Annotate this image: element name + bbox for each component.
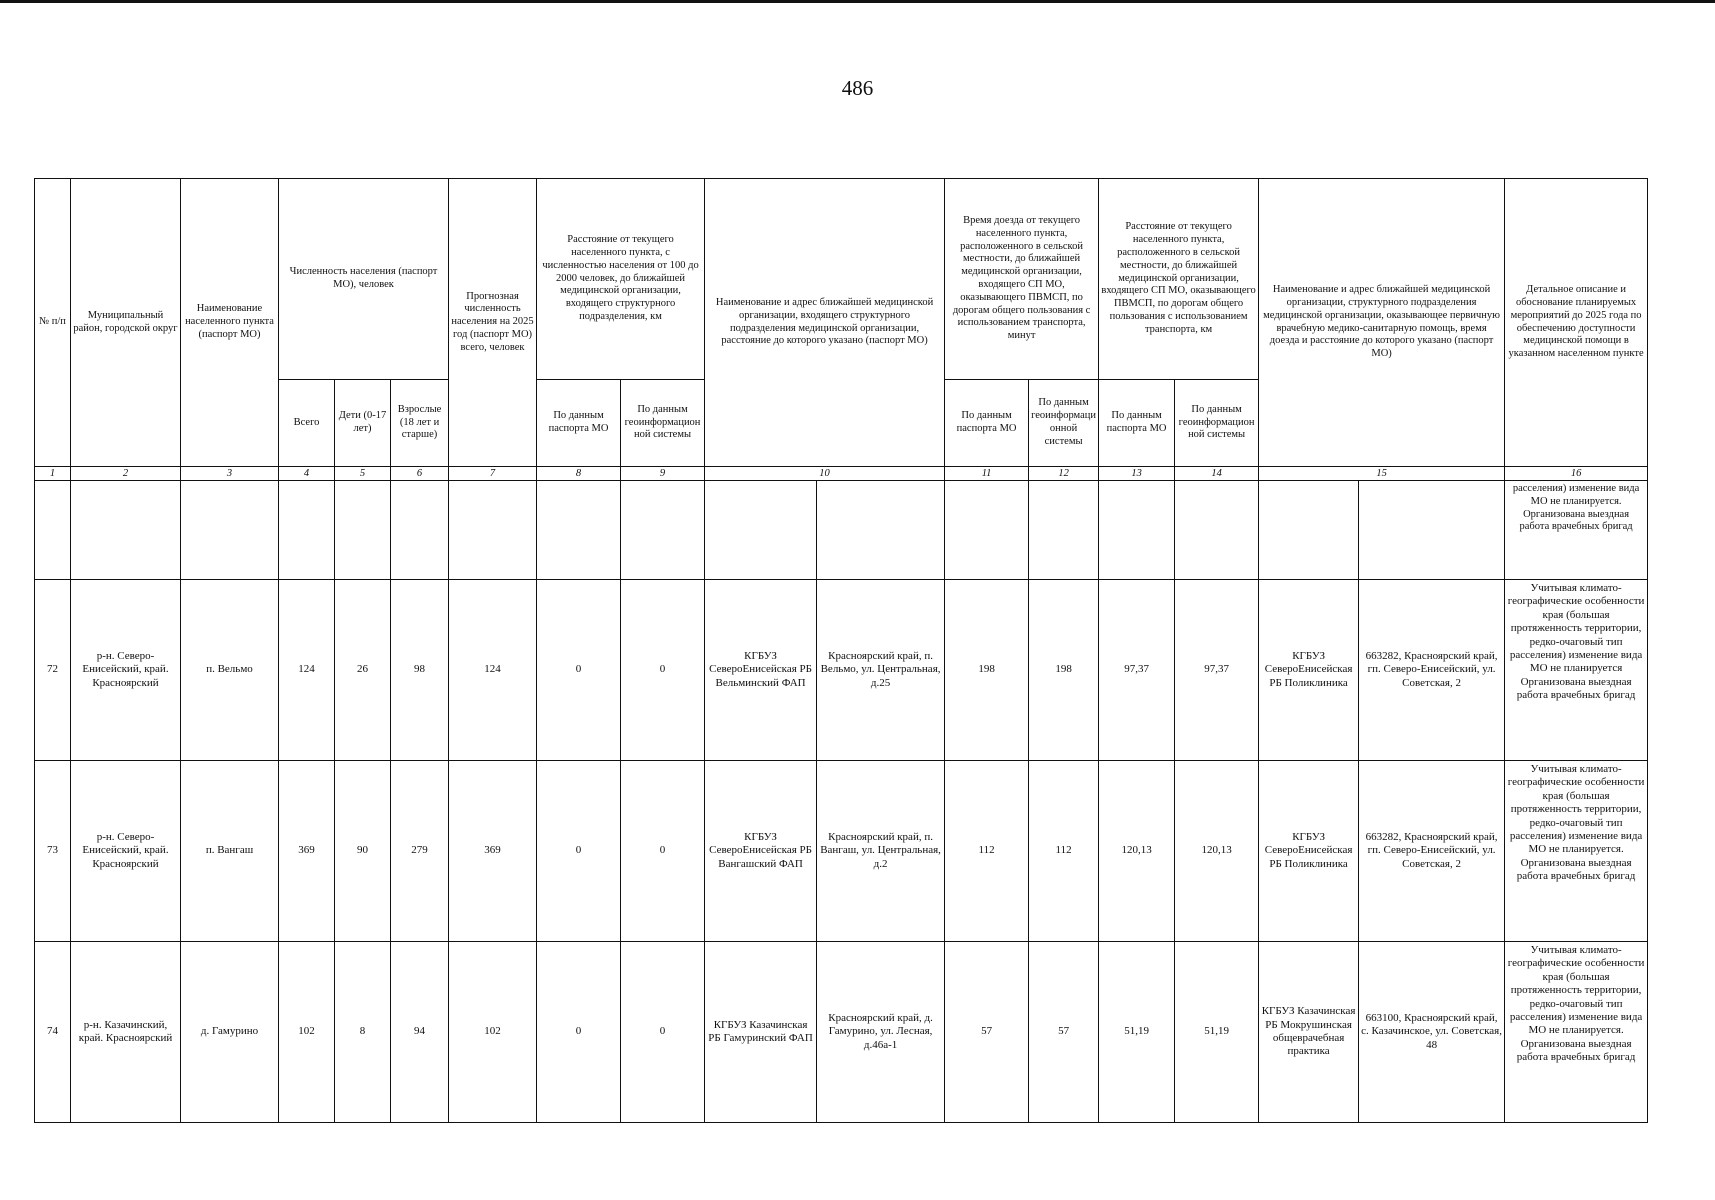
description: Учитывая климато-географические особенности края (большая протяженность территории, редко-очаговый тип расселения) изменение вида МО не планируется Организована выездная работа врачебных бригад [1505,580,1648,761]
header-km-gis: По данным геоинформационной системы [1175,380,1259,467]
column-number: 15 [1259,467,1505,481]
column-number: 1 [35,467,71,481]
header-row-1 [35,179,1648,380]
scan-top-border [0,0,1715,3]
settlement: п. Вельмо [181,580,279,761]
column-number: 10 [705,467,945,481]
population-total: 124 [279,580,335,761]
column-number: 4 [279,467,335,481]
time-gis: 112 [1029,761,1099,942]
population-adults: 279 [391,761,449,942]
header-population-group: Численность населения (паспорт МО), человек [279,179,449,380]
header-mo-name-address: Наименование и адрес ближайшей медицинской организации, входящего структурного подразделения медицинской организации, расстояние до которого указано (паспорт МО) [705,179,945,467]
column-number: 12 [1029,467,1099,481]
mo-name: КГБУЗ СевероЕнисейская РБ Вангашский ФАП [705,761,817,942]
km-passport: 51,19 [1099,942,1175,1123]
page-number: 486 [841,76,874,100]
header-settlement: Наименование населенного пункта (паспорт МО) [181,179,279,467]
facility-access-table [34,178,1648,1123]
column-number: 14 [1175,467,1259,481]
pvmsp-name: КГБУЗ Казачинская РБ Мокрушинская общеврачебная практика [1259,942,1359,1123]
header-adults: Взрослые (18 лет и старше) [391,380,449,467]
pvmsp-address: 663282, Красноярский край, гп. Северо-Енисейский, ул. Советская, 2 [1359,761,1505,942]
header-total: Всего [279,380,335,467]
mo-name: КГБУЗ СевероЕнисейская РБ Вельминский ФАП [705,580,817,761]
column-number: 11 [945,467,1029,481]
header-distance-group: Расстояние от текущего населенного пункта, с численностью населения от 100 до 2000 человек, до ближайшей медицинской организации, входящего структурного подразделения, км [537,179,705,380]
time-passport: 112 [945,761,1029,942]
population-forecast: 102 [449,942,537,1123]
column-number: 8 [537,467,621,481]
header-road-distance-group: Расстояние от текущего населенного пункта, расположенного в сельской местности, до ближайшей медицинской организации, входящего СП МО, оказывающего ПВМСП, по дорогам общего пользования с использованием транспорта, км [1099,179,1259,380]
population-children: 90 [335,761,391,942]
pvmsp-name: КГБУЗ СевероЕнисейская РБ Поликлиника [1259,580,1359,761]
pvmsp-address: 663100, Красноярский край, с. Казачинское, ул. Советская, 48 [1359,942,1505,1123]
km-gis: 97,37 [1175,580,1259,761]
population-children: 26 [335,580,391,761]
km-passport: 120,13 [1099,761,1175,942]
table-row [35,761,1648,942]
header-pvmsp: Наименование и адрес ближайшей медицинской организации, структурного подразделения медицинской организации, оказывающее первичную врачебную медико-санитарную помощь, время доезда и расстояние до которого указано (паспорт МО) [1259,179,1505,467]
column-number: 13 [1099,467,1175,481]
time-gis: 57 [1029,942,1099,1123]
settlement: п. Вангаш [181,761,279,942]
pvmsp-address: 663282, Красноярский край, гп. Северо-Енисейский, ул. Советская, 2 [1359,580,1505,761]
time-gis: 198 [1029,580,1099,761]
column-number: 7 [449,467,537,481]
population-total: 369 [279,761,335,942]
distance-gis: 0 [621,761,705,942]
population-forecast: 369 [449,761,537,942]
mo-name: КГБУЗ Казачинская РБ Гамуринский ФАП [705,942,817,1123]
time-passport: 57 [945,942,1029,1123]
column-number: 3 [181,467,279,481]
district: р-н. Казачинский, край. Красноярский [71,942,181,1123]
time-passport: 198 [945,580,1029,761]
settlement: д. Гамурино [181,942,279,1123]
population-adults: 94 [391,942,449,1123]
column-number: 6 [391,467,449,481]
continuation-row [35,481,1648,580]
header-no: № п/п [35,179,71,467]
table-row [35,942,1648,1123]
distance-gis: 0 [621,580,705,761]
header-forecast: Прогнозная численность населения на 2025 год (паспорт МО) всего, человек [449,179,537,467]
header-time-gis: По данным геоинформационной системы [1029,380,1099,467]
distance-gis: 0 [621,942,705,1123]
row-number: 73 [35,761,71,942]
header-description: Детальное описание и обоснование планируемых мероприятий до 2025 года по обеспечению доступности медицинской помощи в указанном населенном пункте [1505,179,1648,467]
column-number: 16 [1505,467,1648,481]
district: р-н. Северо-Енисейский, край. Красноярский [71,580,181,761]
km-gis: 120,13 [1175,761,1259,942]
column-number: 9 [621,467,705,481]
header-distance-gis: По данным геоинформационной системы [621,380,705,467]
population-forecast: 124 [449,580,537,761]
column-number-row [35,467,1648,481]
header-distance-passport: По данным паспорта МО [537,380,621,467]
population-children: 8 [335,942,391,1123]
population-adults: 98 [391,580,449,761]
column-number: 2 [71,467,181,481]
distance-passport: 0 [537,942,621,1123]
continuation-description: расселения) изменение вида МО не планируется. Организована выездная работа врачебных бригад [1505,481,1648,580]
header-travel-time-group: Время доезда от текущего населенного пункта, расположенного в сельской местности, до ближайшей медицинской организации, входящего СП МО, оказывающего ПВМСП, по дорогам общего пользования с использованием транспорта, минут [945,179,1099,380]
header-km-passport: По данным паспорта МО [1099,380,1175,467]
km-gis: 51,19 [1175,942,1259,1123]
column-number: 5 [335,467,391,481]
header-district: Муниципальный район, городской округ [71,179,181,467]
header-children: Дети (0-17 лет) [335,380,391,467]
pvmsp-name: КГБУЗ СевероЕнисейская РБ Поликлиника [1259,761,1359,942]
km-passport: 97,37 [1099,580,1175,761]
row-number: 72 [35,580,71,761]
distance-passport: 0 [537,761,621,942]
mo-address: Красноярский край, п. Вельмо, ул. Центральная, д.25 [817,580,945,761]
population-total: 102 [279,942,335,1123]
mo-address: Красноярский край, д. Гамурино, ул. Лесная, д.46а-1 [817,942,945,1123]
district: р-н. Северо-Енисейский, край. Красноярский [71,761,181,942]
row-number: 74 [35,942,71,1123]
description: Учитывая климато-географические особенности края (большая протяженность территории, редко-очаговый тип расселения) изменение вида МО не планируется. Организована выездная работа врачебных бригад [1505,942,1648,1123]
mo-address: Красноярский край, п. Вангаш, ул. Центральная, д.2 [817,761,945,942]
distance-passport: 0 [537,580,621,761]
table-row [35,580,1648,761]
header-time-passport: По данным паспорта МО [945,380,1029,467]
description: Учитывая климато-географические особенности края (большая протяженность территории, редко-очаговый тип расселения) изменение вида МО не планируется. Организована выездная работа врачебных бригад [1505,761,1648,942]
